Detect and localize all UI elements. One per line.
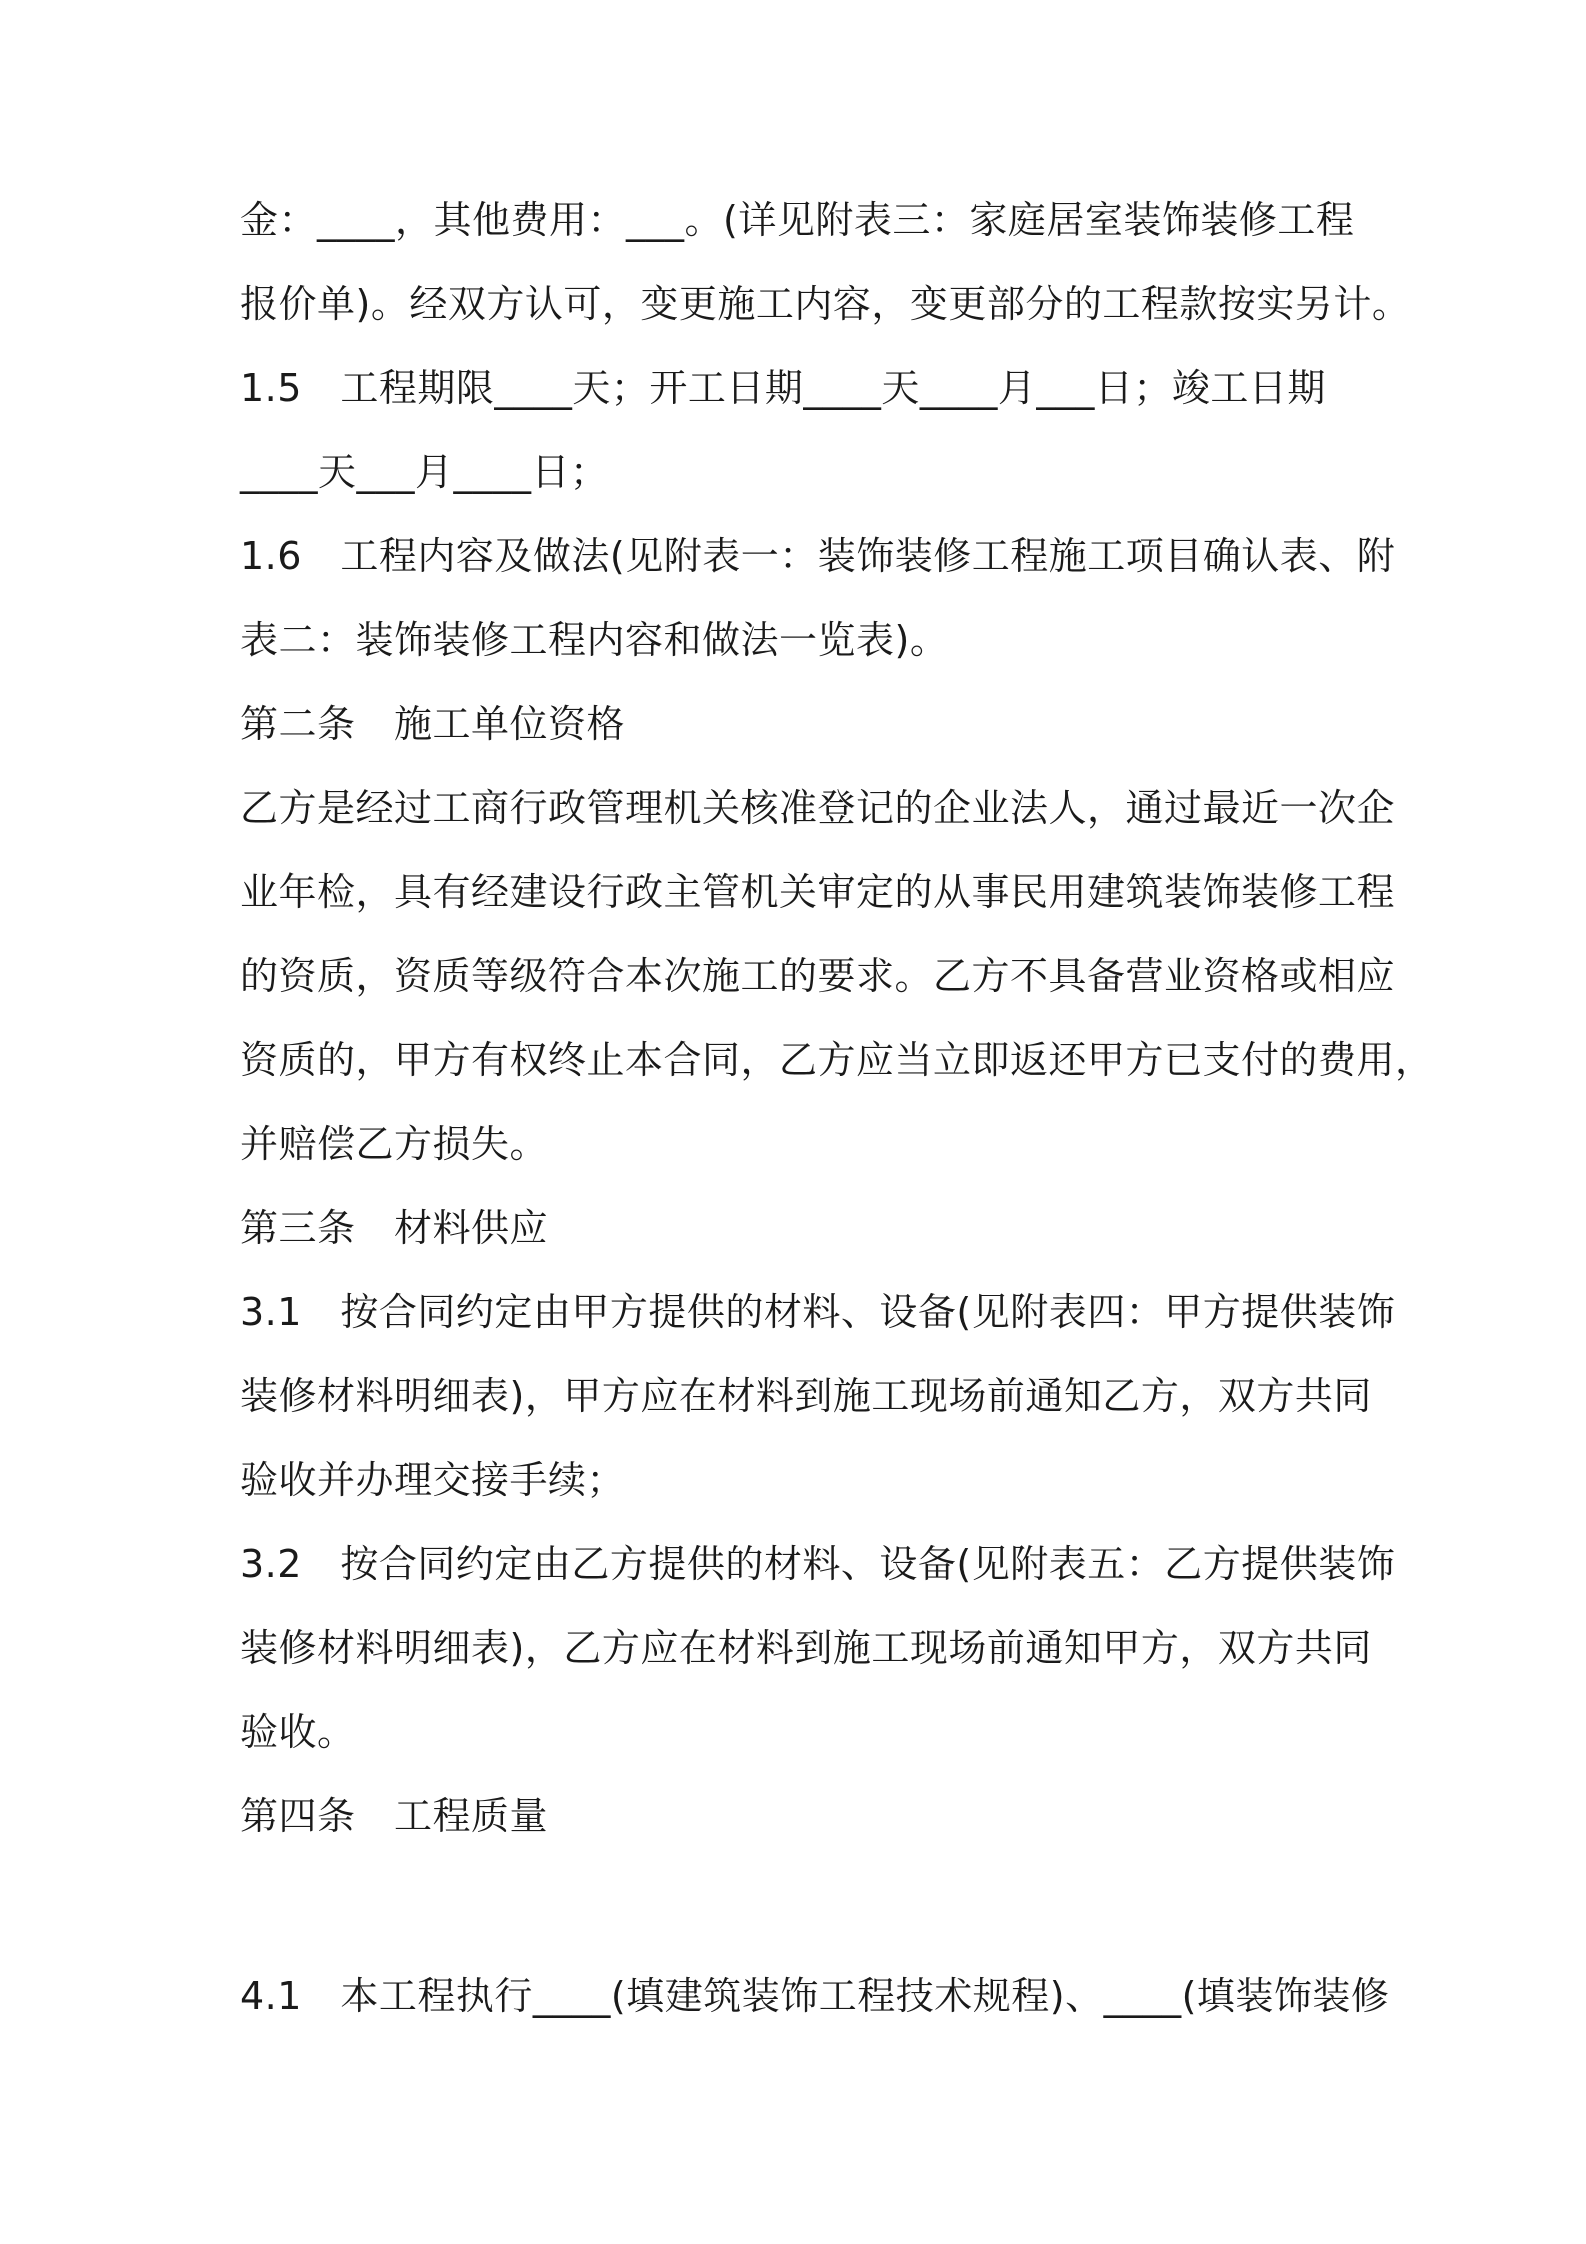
text-line: 并赔偿乙方损失。 — [240, 1122, 549, 1166]
text-line: 业年检，具有经建设行政主管机关审定的从事民用建筑装饰装修工程 — [240, 870, 1396, 914]
text-line: 4.1 本工程执行____(填建筑装饰工程技术规程)、____(填装饰装修 — [240, 1974, 1390, 2018]
text-line: 报价单)。经双方认可，变更施工内容，变更部分的工程款按实另计。 — [240, 282, 1411, 326]
text-line: 装修材料明细表)，乙方应在材料到施工现场前通知甲方，双方共同 — [240, 1626, 1372, 1670]
section-heading: 第二条 施工单位资格 — [240, 702, 626, 746]
text-line: 表二：装饰装修工程内容和做法一览表)。 — [240, 618, 949, 662]
text-line: 验收。 — [240, 1710, 356, 1754]
text-line: 3.2 按合同约定由乙方提供的材料、设备(见附表五：乙方提供装饰 — [240, 1542, 1396, 1586]
text-line: 3.1 按合同约定由甲方提供的材料、设备(见附表四：甲方提供装饰 — [240, 1290, 1396, 1334]
text-line: ____天___月____日； — [240, 450, 609, 494]
section-heading: 第四条 工程质量 — [240, 1794, 549, 1838]
text-line: 1.6 工程内容及做法(见附表一：装饰装修工程施工项目确认表、附 — [240, 534, 1396, 578]
text-line: 资质的，甲方有权终止本合同，乙方应当立即返还甲方已支付的费用， — [240, 1038, 1434, 1082]
text-line: 金：____，其他费用：___。(详见附表三：家庭居室装饰装修工程 — [240, 198, 1355, 242]
text-line: 1.5 工程期限____天；开工日期____天____月___日；竣工日期 — [240, 366, 1326, 410]
section-heading: 第三条 材料供应 — [240, 1206, 549, 1250]
text-line: 乙方是经过工商行政管理机关核准登记的企业法人，通过最近一次企 — [240, 786, 1396, 830]
text-line: 装修材料明细表)，甲方应在材料到施工现场前通知乙方，双方共同 — [240, 1374, 1372, 1418]
text-line: 验收并办理交接手续； — [240, 1458, 626, 1502]
text-line: 的资质，资质等级符合本次施工的要求。乙方不具备营业资格或相应 — [240, 954, 1396, 998]
